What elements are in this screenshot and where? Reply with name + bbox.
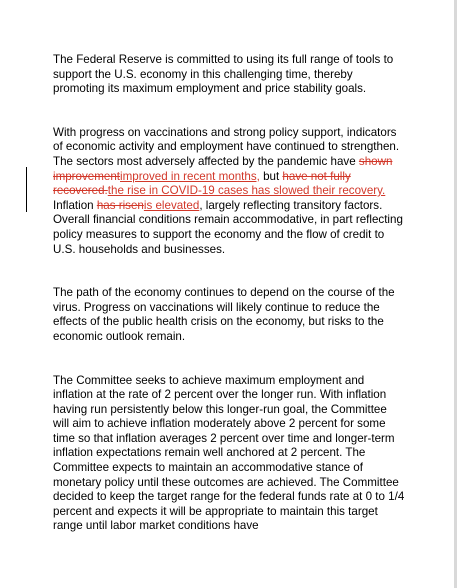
change-bar: [26, 167, 27, 212]
paragraph-4: The Committee seeks to achieve maximum employment and inflation at the rate of 2 percent over the longer run. With inflation having run persistently below this longer-run goal, the Committee will aim to achieve inflation moderately above 2 percent for some time so that inflation averages 2 percent over time and longer-term inflation expectations remain well anchored at 2 percent. The Committee expects to maintain an accommodative stance of monetary policy until these outcomes are achieved. The Committee decided to keep the target range for the federal funds rate at 0 to 1/4 percent and expects it will be appropriate to maintain this target range until labor market conditions have: [53, 373, 405, 533]
deleted-text: shown improvement: [53, 154, 393, 183]
paragraph-2-text: but: [259, 169, 283, 183]
document-body: [53, 53, 405, 534]
inserted-text: is elevated: [143, 198, 200, 212]
inserted-text: the rise in COVID-19 cases has slowed their recovery.: [107, 184, 386, 198]
paragraph-1: The Federal Reserve is committed to using its full range of tools to support the U.S. economy in this challenging time, thereby promoting its maximum employment and price stability goals.: [53, 53, 394, 96]
paragraph-2-text: , largely reflecting transitory factors. Overall financial conditions remain accommodative, in part reflecting policy measures to support the economy and the flow of credit to U.S. households and businesses.: [53, 198, 403, 256]
paragraph-2-text: Inflation: [53, 198, 97, 212]
paragraph-2-text: With progress on vaccinations and strong policy support, indicators of economic activity and employment have continued to strengthen. The sectors most adversely affected by the pandemic have: [53, 125, 400, 168]
paragraph-3: The path of the economy continues to depend on the course of the virus. Progress on vaccinations will likely continue to reduce the effects of the public health crisis on the economy, but risks to the economic outlook remain.: [53, 286, 395, 343]
deleted-text: have not fully recovered.: [53, 169, 351, 198]
inserted-text: improved in recent months,: [120, 169, 260, 183]
deleted-text: has risen: [96, 198, 144, 212]
paragraph-2: [53, 126, 405, 257]
